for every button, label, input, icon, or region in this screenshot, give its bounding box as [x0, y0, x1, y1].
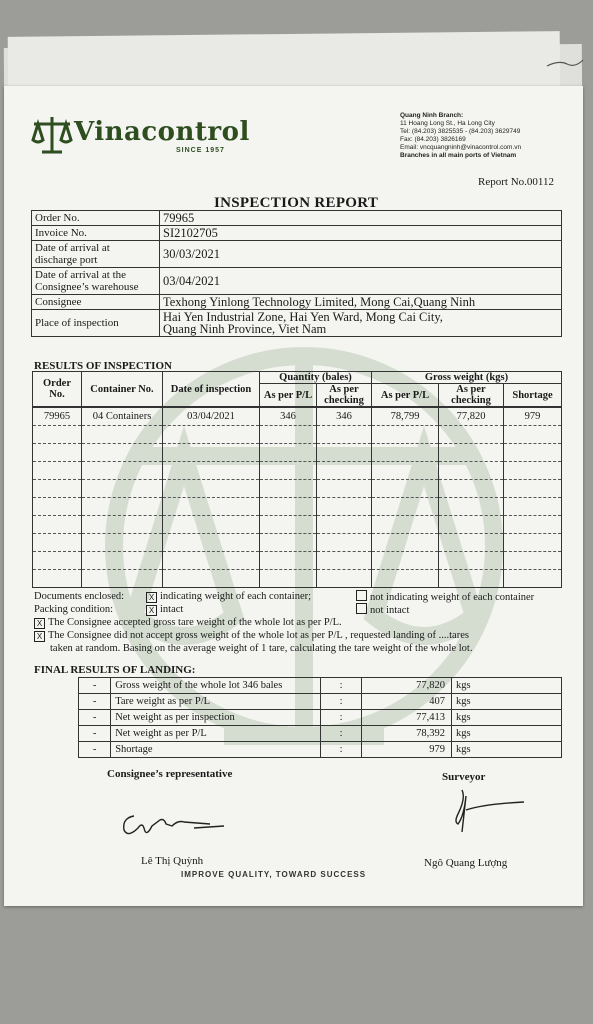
final-value: 77,820	[362, 678, 452, 694]
branch-address-block	[400, 112, 580, 160]
final-colon: :	[321, 726, 362, 742]
surveyor-title: Surveyor	[442, 771, 486, 783]
branch-fax: Fax: (84.203) 3826169	[400, 136, 466, 143]
final-label: Net weight as per inspection	[111, 710, 321, 726]
cell-qty-check: 346	[317, 407, 372, 426]
checkbox-empty-icon	[356, 590, 367, 601]
arrival-warehouse-value: 03/04/2021	[160, 268, 562, 295]
consignee-not-accepted-note: X The Consignee did not accept gross weight of the whole lot as per P/L , requested landing of ....tares	[34, 629, 469, 642]
docs-enclosed-label: Documents enclosed:	[34, 591, 125, 602]
col-gw-pl: As per P/L	[372, 384, 439, 408]
arrival-port-value: 30/03/2021	[160, 241, 562, 268]
results-table	[32, 371, 562, 588]
results-section-title: RESULTS OF INSPECTION	[34, 360, 172, 372]
company-slogan: IMPROVE QUALITY, TOWARD SUCCESS	[181, 870, 367, 879]
cell-date: 03/04/2021	[163, 407, 260, 426]
info-row-order	[32, 211, 562, 226]
final-unit: kgs	[452, 694, 562, 710]
table-row	[33, 570, 562, 588]
table-row	[33, 534, 562, 552]
cell-container: 04 Containers	[82, 407, 163, 426]
packing-option-intact: X intact	[146, 603, 183, 616]
arrival-warehouse-label: Date of arrival at the Consignee’s warehouse	[32, 268, 160, 295]
final-result-row	[79, 710, 562, 726]
surveyor-name: Ngô Quang Lượng	[424, 857, 508, 869]
cell-gw-check: 77,820	[439, 407, 504, 426]
cell-shortage: 979	[504, 407, 562, 426]
order-value: 79965	[160, 211, 562, 226]
final-label: Net weight as per P/L	[111, 726, 321, 742]
consignee-label: Consignee	[32, 295, 160, 310]
order-info-table	[31, 210, 562, 337]
final-label: Gross weight of the whole lot 346 bales	[111, 678, 321, 694]
docs-option-not-indicating: not indicating weight of each container	[356, 590, 534, 604]
final-dash: -	[79, 694, 111, 710]
branch-email: Email: vncquangninh@vinacontrol.com.vn	[400, 144, 522, 151]
report-title: INSPECTION REPORT	[214, 195, 379, 211]
final-results-title: FINAL RESULTS OF LANDING:	[34, 664, 196, 676]
branch-title: Quang Ninh Branch:	[400, 112, 464, 119]
final-colon: :	[321, 678, 362, 694]
consignee-signature-icon	[114, 798, 244, 843]
cell-qty-pl: 346	[260, 407, 317, 426]
table-row	[33, 480, 562, 498]
consignee-accepted-note: X The Consignee accepted gross tare weight of the whole lot as per P/L.	[34, 616, 342, 629]
table-row	[33, 552, 562, 570]
place-value: Hai Yen Industrial Zone, Hai Yen Ward, Mong Cai City, Quang Ninh Province, Viet Nam	[160, 310, 562, 337]
col-order: Order No.	[33, 372, 82, 408]
table-row	[33, 498, 562, 516]
consignee-rep-title: Consignee’s representative	[107, 768, 233, 780]
report-number: Report No.00112	[478, 176, 554, 188]
packing-option-not-intact: not intact	[356, 603, 409, 617]
order-label: Order No.	[32, 211, 160, 226]
final-unit: kgs	[452, 678, 562, 694]
inspection-report-page	[4, 86, 583, 906]
final-dash: -	[79, 678, 111, 694]
place-label: Place of inspection	[32, 310, 160, 337]
checkbox-empty-icon	[356, 603, 367, 614]
final-colon: :	[321, 710, 362, 726]
table-row	[33, 516, 562, 534]
final-dash: -	[79, 726, 111, 742]
final-result-row	[79, 742, 562, 758]
final-unit: kgs	[452, 710, 562, 726]
final-value: 77,413	[362, 710, 452, 726]
pen-mark-icon	[545, 58, 585, 70]
branch-address: 11 Hoang Long St., Ha Long City	[400, 120, 495, 127]
final-dash: -	[79, 742, 111, 758]
table-row	[33, 462, 562, 480]
company-name: Vinacontrol	[74, 117, 250, 147]
table-row	[33, 444, 562, 462]
checkbox-checked-icon: X	[34, 631, 45, 642]
docs-option-indicating: X indicating weight of each container;	[146, 590, 311, 603]
consignee-value: Texhong Yinlong Technology Limited, Mong Cai,Quang Ninh	[160, 295, 562, 310]
final-unit: kgs	[452, 726, 562, 742]
final-unit: kgs	[452, 742, 562, 758]
packing-label: Packing condition:	[34, 604, 114, 615]
col-qty-pl: As per P/L	[260, 384, 317, 408]
info-row-arrival-port	[32, 241, 562, 268]
invoice-label: Invoice No.	[32, 226, 160, 241]
cell-order: 79965	[33, 407, 82, 426]
col-container: Container No.	[82, 372, 163, 408]
info-row-consignee	[32, 295, 562, 310]
invoice-value: SI2102705	[160, 226, 562, 241]
cell-gw-pl: 78,799	[372, 407, 439, 426]
final-value: 407	[362, 694, 452, 710]
final-value: 78,392	[362, 726, 452, 742]
arrival-port-label: Date of arrival at discharge port	[32, 241, 160, 268]
final-label: Tare weight as per P/L	[111, 694, 321, 710]
branch-tel: Tel: (84.203) 3825535 - (84.203) 3629749	[400, 128, 521, 135]
surveyor-signature-icon	[444, 788, 534, 838]
final-label: Shortage	[111, 742, 321, 758]
consignee-not-accepted-note-2: taken at random. Basing on the average weight of 1 tare, calculating the tare weight of the whole lot.	[50, 643, 473, 654]
table-row	[33, 407, 562, 426]
consignee-rep-name: Lê Thị Quỳnh	[141, 855, 204, 867]
company-since: SINCE 1957	[176, 147, 225, 154]
final-results-table	[78, 677, 562, 758]
col-gross-weight: Gross weight (kgs)	[372, 372, 562, 384]
info-row-place	[32, 310, 562, 337]
col-date: Date of inspection	[163, 372, 260, 408]
final-result-row	[79, 726, 562, 742]
final-result-row	[79, 694, 562, 710]
final-colon: :	[321, 742, 362, 758]
vinacontrol-logo-icon	[30, 114, 74, 156]
col-gw-check: As per checking	[439, 384, 504, 408]
info-row-invoice	[32, 226, 562, 241]
col-qty-check: As per checking	[317, 384, 372, 408]
col-shortage: Shortage	[504, 384, 562, 408]
checkbox-checked-icon: X	[146, 605, 157, 616]
table-row	[33, 426, 562, 444]
col-quantity: Quantity (bales)	[260, 372, 372, 384]
checkbox-checked-icon: X	[34, 618, 45, 629]
branch-ports: Branches in all main ports of Vietnam	[400, 152, 517, 159]
results-header-row	[33, 372, 562, 384]
final-result-row	[79, 678, 562, 694]
final-colon: :	[321, 694, 362, 710]
checkbox-checked-icon: X	[146, 592, 157, 603]
info-row-arrival-warehouse	[32, 268, 562, 295]
final-dash: -	[79, 710, 111, 726]
final-value: 979	[362, 742, 452, 758]
